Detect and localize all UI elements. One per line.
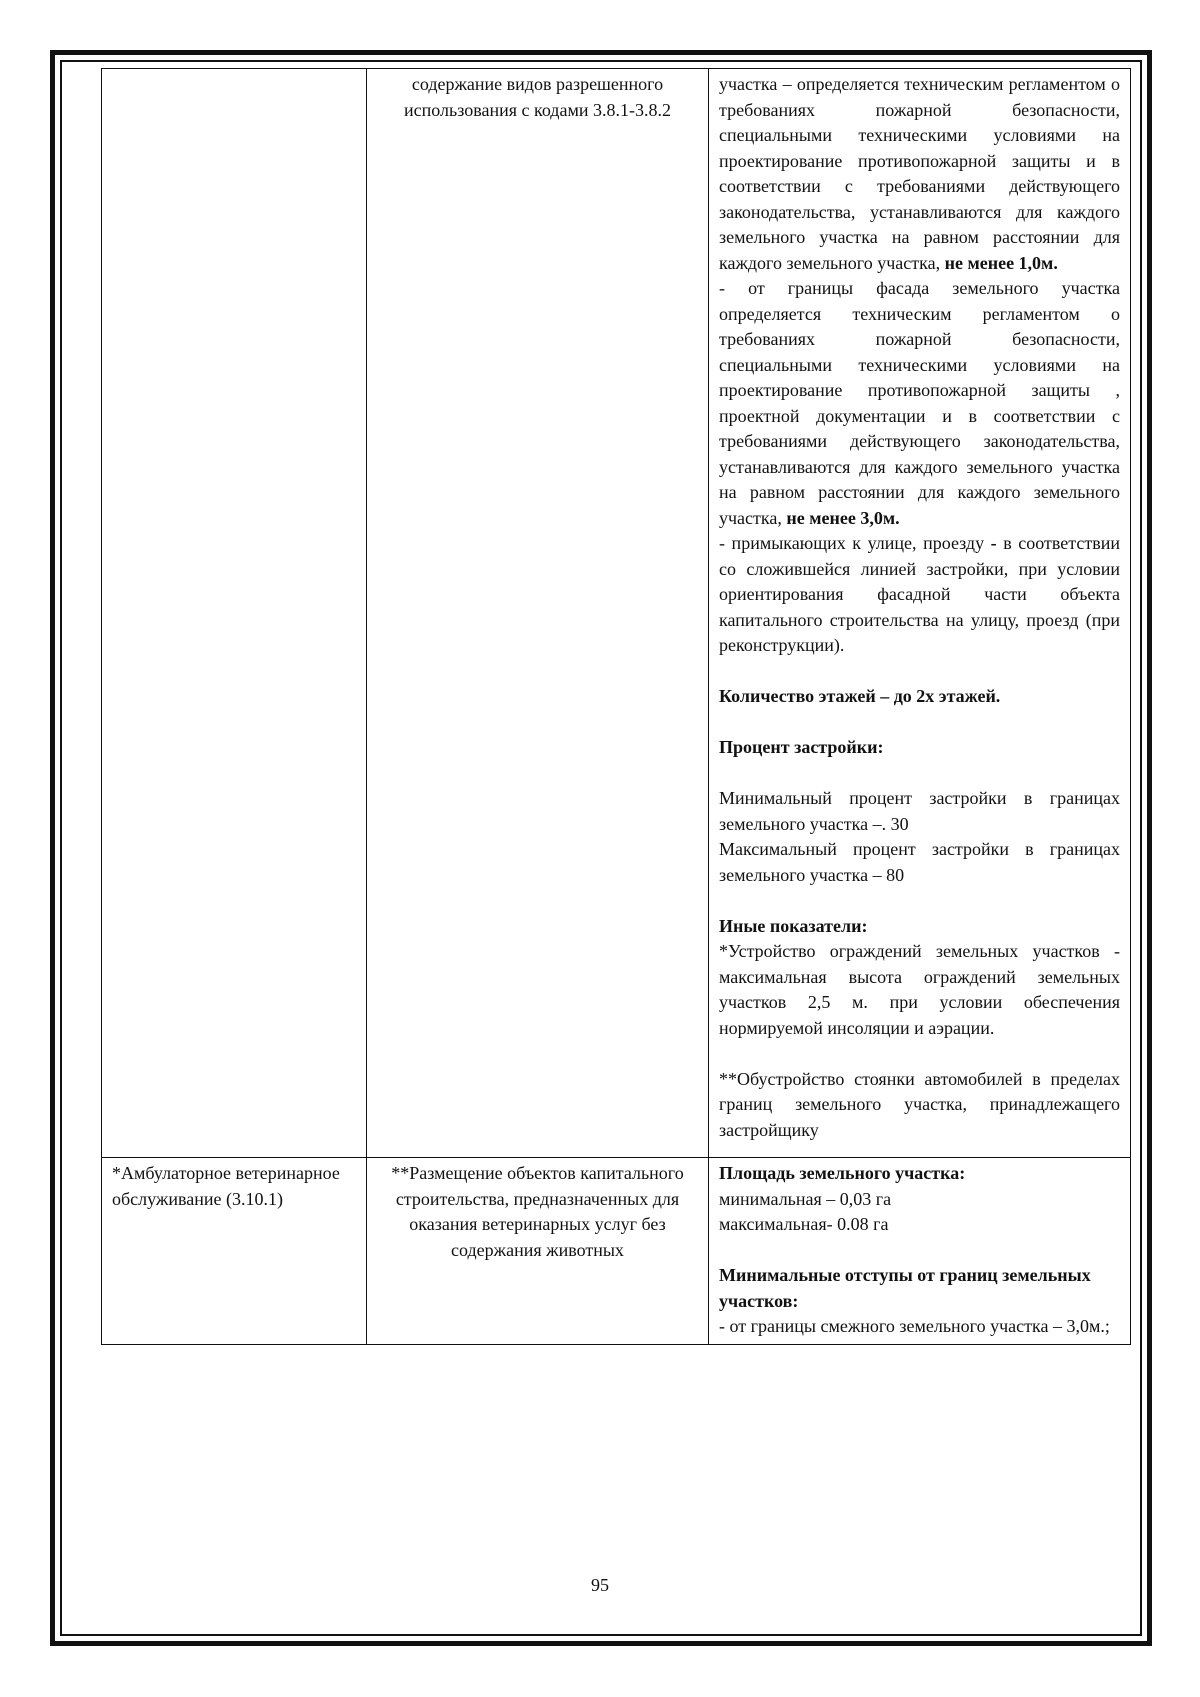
use-description-cell: **Размещение объектов капитального строительства, предназначенных для оказания ветеринарных услуг без содержания животных [367, 1158, 709, 1345]
other-indicators-heading: Иные показатели: [719, 915, 868, 936]
area-max: максимальная- 0.08 га [719, 1214, 889, 1234]
area-min: минимальная – 0,03 га [719, 1188, 892, 1209]
setback-adjacent: - от границы смежного земельного участка – 3,0м.; [719, 1316, 1110, 1336]
side-setback-paragraph: участка – определяется техническим регламентом о требованиях пожарной безопасности, специальными техническими условиями на проектирование противопожарной защиты и в соответствии с требованиями действующего законодательства, устанавливаются для каждого земельного участка на равном расстоянии для каждого земельного участка, не менее 1,0м. [719, 74, 1120, 273]
area-heading: Площадь земельного участка: [719, 1163, 966, 1183]
facade-setback-paragraph: - от границы фасада земельного участка определяется техническим регламентом о требованиях пожарной безопасности, специальными техническими условиями на проектирование противопожарной защиты , проектной документации и в соответствии с требованиями действующего законодательства, устанавливаются для каждого земельного участка на равном расстоянии для каждого земельного участка, не менее 3,0м. [719, 278, 1120, 528]
build-percent-heading: Процент застройки: [719, 737, 884, 757]
table-row [102, 1158, 1131, 1345]
page-number: 95 [591, 1575, 609, 1595]
use-type-cell [102, 69, 367, 1158]
regulations-table [101, 68, 1131, 1345]
use-type-cell: *Амбулаторное ветеринарное обслуживание (3.10.1) [102, 1158, 367, 1345]
fence-paragraph: *Устройство ограждений земельных участков - максимальная высота ограждений земельных участков 2,5 м. при условии обеспечения нормируемой инсоляции и аэрации. [719, 941, 1120, 1038]
use-description-cell: содержание видов разрешенного использования с кодами 3.8.1-3.8.2 [367, 69, 709, 1158]
table-row [102, 69, 1131, 1158]
floors-limit: Количество этажей – до 2х этажей. [719, 686, 1001, 706]
max-build-percent: Максимальный процент застройки в границах земельного участка – 80 [719, 839, 1120, 885]
street-setback-paragraph: - примыкающих к улице, проезду - в соответствии со сложившейся линией застройки, при условии ориентирования фасадной части объекта капитального строительства на улицу, проезд (при реконструкции). [719, 533, 1120, 655]
parameters-cell [709, 69, 1131, 1158]
min-build-percent: Минимальный процент застройки в границах земельного участка –. 30 [719, 788, 1120, 834]
parameters-cell [709, 1158, 1131, 1345]
setback-heading: Минимальные отступы от границ земельных участков: [719, 1265, 1091, 1311]
parking-paragraph: **Обустройство стоянки автомобилей в пределах границ земельного участка, принадлежащего застройщику [719, 1068, 1120, 1140]
